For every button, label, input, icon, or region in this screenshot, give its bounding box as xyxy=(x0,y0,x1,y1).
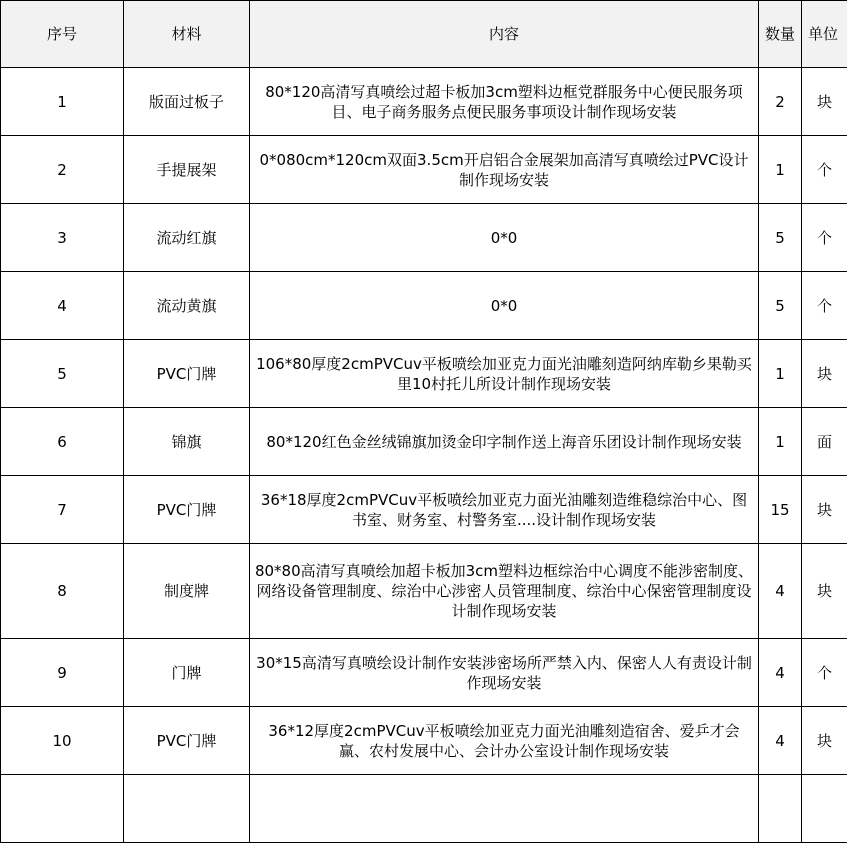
cell-content: 36*12厚度2cmPVCuv平板喷绘加亚克力面光油雕刻造宿舍、爱乒才会赢、农村发展中心、会计办公室设计制作现场安装 xyxy=(250,707,759,775)
cell-unit: 块 xyxy=(802,476,847,544)
table-row xyxy=(1,544,847,639)
table-row xyxy=(1,68,847,136)
cell-unit: 个 xyxy=(802,136,847,204)
cell-quantity: 4 xyxy=(759,707,802,775)
table-row xyxy=(1,707,847,775)
cell-quantity: 15 xyxy=(759,476,802,544)
cell-content: 80*120红色金丝绒锦旗加烫金印字制作送上海音乐团设计制作现场安装 xyxy=(250,408,759,476)
table-row xyxy=(1,340,847,408)
table-header-row xyxy=(1,1,847,68)
cell-quantity: 4 xyxy=(759,639,802,707)
cell-index: 3 xyxy=(1,204,124,272)
cell-unit: 块 xyxy=(802,68,847,136)
cell-content: 0*080cm*120cm双面3.5cm开启铝合金展架加高清写真喷绘过PVC设计制作现场安装 xyxy=(250,136,759,204)
cell-index: 1 xyxy=(1,68,124,136)
table-row xyxy=(1,204,847,272)
cell-unit: 个 xyxy=(802,272,847,340)
cell-material: 流动红旗 xyxy=(124,204,250,272)
table-row xyxy=(1,272,847,340)
cell-content: 0*0 xyxy=(250,272,759,340)
cell-unit: 面 xyxy=(802,408,847,476)
header-material: 材料 xyxy=(124,1,250,68)
cell-material: 门牌 xyxy=(124,639,250,707)
cell-content: 80*80高清写真喷绘加超卡板加3cm塑料边框综治中心调度不能涉密制度、网络设备管理制度、综治中心涉密人员管理制度、综治中心保密管理制度设计制作现场安装 xyxy=(250,544,759,639)
cell-content: 106*80厚度2cmPVCuv平板喷绘加亚克力面光油雕刻造阿纳库勒乡果勒买里10村托儿所设计制作现场安装 xyxy=(250,340,759,408)
table-row xyxy=(1,136,847,204)
cell-index: 8 xyxy=(1,544,124,639)
header-unit: 单位 xyxy=(802,1,847,68)
cell-quantity: 5 xyxy=(759,272,802,340)
cell-index: 4 xyxy=(1,272,124,340)
cell-unit: 个 xyxy=(802,639,847,707)
cell-unit: 块 xyxy=(802,544,847,639)
cell-content: 80*120高清写真喷绘过超卡板加3cm塑料边框党群服务中心便民服务项目、电子商务服务点便民服务事项设计制作现场安装 xyxy=(250,68,759,136)
table-row xyxy=(1,476,847,544)
cell-quantity: 5 xyxy=(759,204,802,272)
cell-material: 锦旗 xyxy=(124,408,250,476)
table-body xyxy=(1,68,847,843)
cell-material: 手提展架 xyxy=(124,136,250,204)
cell-content: 36*18厚度2cmPVCuv平板喷绘加亚克力面光油雕刻造维稳综治中心、图书室、财务室、村警务室....设计制作现场安装 xyxy=(250,476,759,544)
cell-material: PVC门牌 xyxy=(124,476,250,544)
cell-quantity: 1 xyxy=(759,136,802,204)
cell-unit: 个 xyxy=(802,204,847,272)
cell-material: 制度牌 xyxy=(124,544,250,639)
cell-quantity: 2 xyxy=(759,68,802,136)
cell-index: 5 xyxy=(1,340,124,408)
cell-unit: 块 xyxy=(802,340,847,408)
cell-index: 10 xyxy=(1,707,124,775)
cell-index: 7 xyxy=(1,476,124,544)
cell-index: 9 xyxy=(1,639,124,707)
table-row-partial xyxy=(1,775,847,843)
cell-unit: 块 xyxy=(802,707,847,775)
cell-content: 30*15高清写真喷绘设计制作安装涉密场所严禁入内、保密人人有责设计制作现场安装 xyxy=(250,639,759,707)
table-row xyxy=(1,408,847,476)
cell-material: PVC门牌 xyxy=(124,707,250,775)
cell-material: 流动黄旗 xyxy=(124,272,250,340)
header-quantity: 数量 xyxy=(759,1,802,68)
cell-index: 6 xyxy=(1,408,124,476)
cell-content: 0*0 xyxy=(250,204,759,272)
cell-quantity: 4 xyxy=(759,544,802,639)
cell-material: PVC门牌 xyxy=(124,340,250,408)
cell-quantity: 1 xyxy=(759,340,802,408)
header-content: 内容 xyxy=(250,1,759,68)
cell-index: 2 xyxy=(1,136,124,204)
cell-quantity: 1 xyxy=(759,408,802,476)
header-index: 序号 xyxy=(1,1,124,68)
cell-material: 版面过板子 xyxy=(124,68,250,136)
table-row xyxy=(1,639,847,707)
